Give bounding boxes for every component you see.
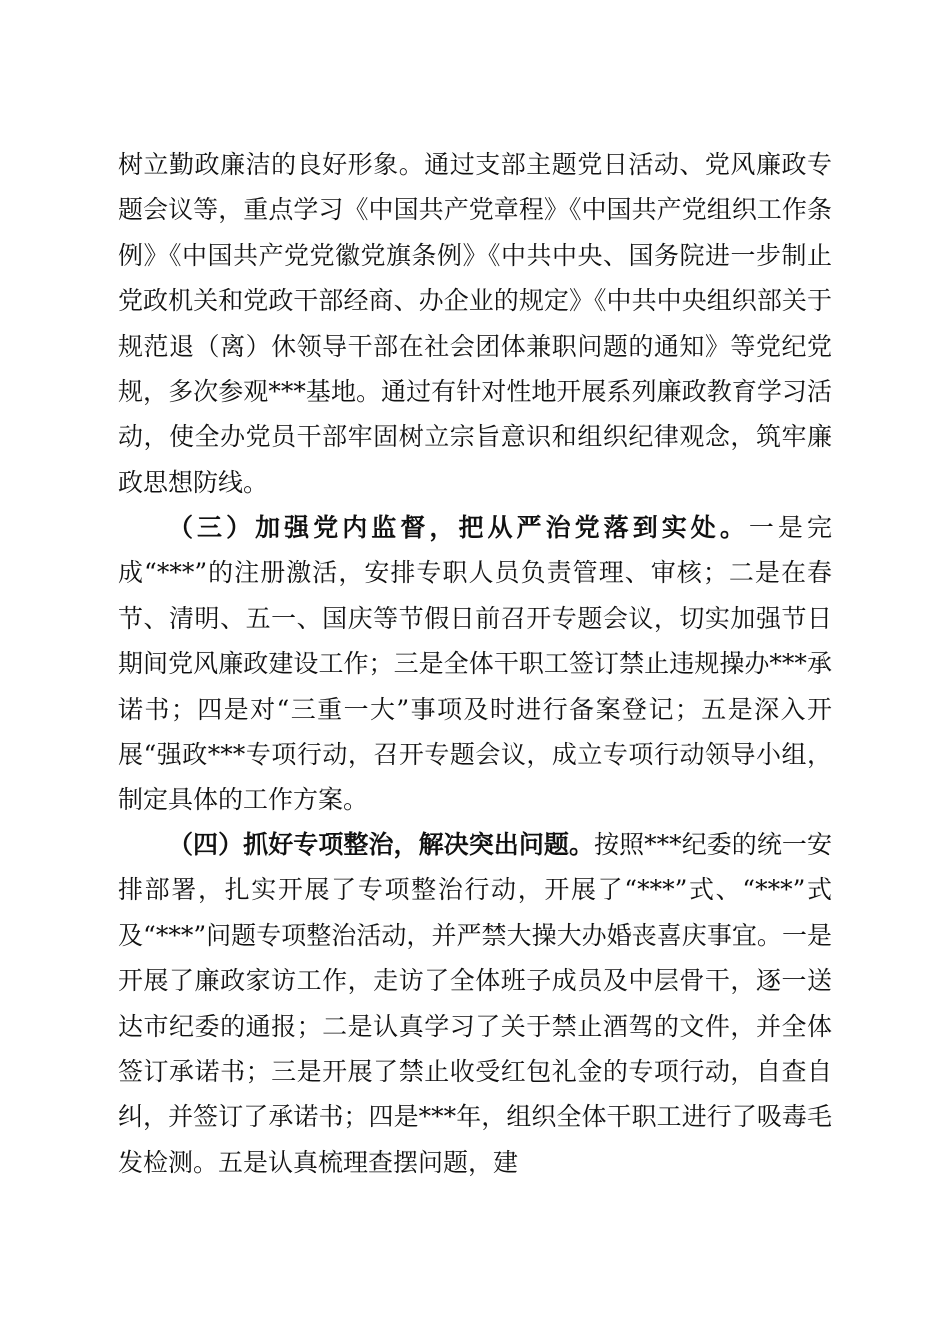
paragraph-section-4 <box>118 822 832 1185</box>
paragraph-body: 树立勤政廉洁的良好形象。通过支部主题党日活动、党风廉政专题会议等，重点学习《中国共产党章程》《中国共产党组织工作条例》《中国共产党党徽党旗条例》《中共中央、国务院进一步制止党政机关和党政干部经商、办企业的规定》《中共中央组织部关于规范退（离）休领导干部在社会团体兼职问题的通知》等党纪党规，多次参观***基地。通过有针对性地开展系列廉政教育学习活动，使全办党员干部牢固树立宗旨意识和组织纪律观念，筑牢廉政思想防线。 <box>118 150 832 497</box>
section-4-heading: （四）抓好专项整治，解决突出问题。 <box>168 830 595 859</box>
paragraph-continuation <box>118 142 832 505</box>
paragraph-section-3 <box>118 505 832 823</box>
section-3-body: 一是完成“***”的注册激活，安排专职人员负责管理、审核；二是在春节、清明、五一、国庆等节假日前召开专题会议，切实加强节日期间党风廉政建设工作；三是全体干职工签订禁止违规操办***承诺书；四是对“三重一大”事项及时进行备案登记；五是深入开展“强政***专项行动，召开专题会议，成立专项行动领导小组，制定具体的工作方案。 <box>118 513 832 815</box>
section-4-body: 按照***纪委的统一安排部署，扎实开展了专项整治行动，开展了“***”式、“***”式及“***”问题专项整治活动，并严禁大操大办婚丧喜庆事宜。一是开展了廉政家访工作，走访了全体班子成员及中层骨干，逐一送达市纪委的通报；二是认真学习了关于禁止酒驾的文件，并全体签订承诺书；三是开展了禁止收受红包礼金的专项行动，自查自纠，并签订了承诺书；四是***年，组织全体干职工进行了吸毒毛发检测。五是认真梳理查摆问题，建 <box>118 830 832 1177</box>
section-3-heading: （三）加强党内监督，把从严治党落到实处。 <box>168 513 749 542</box>
